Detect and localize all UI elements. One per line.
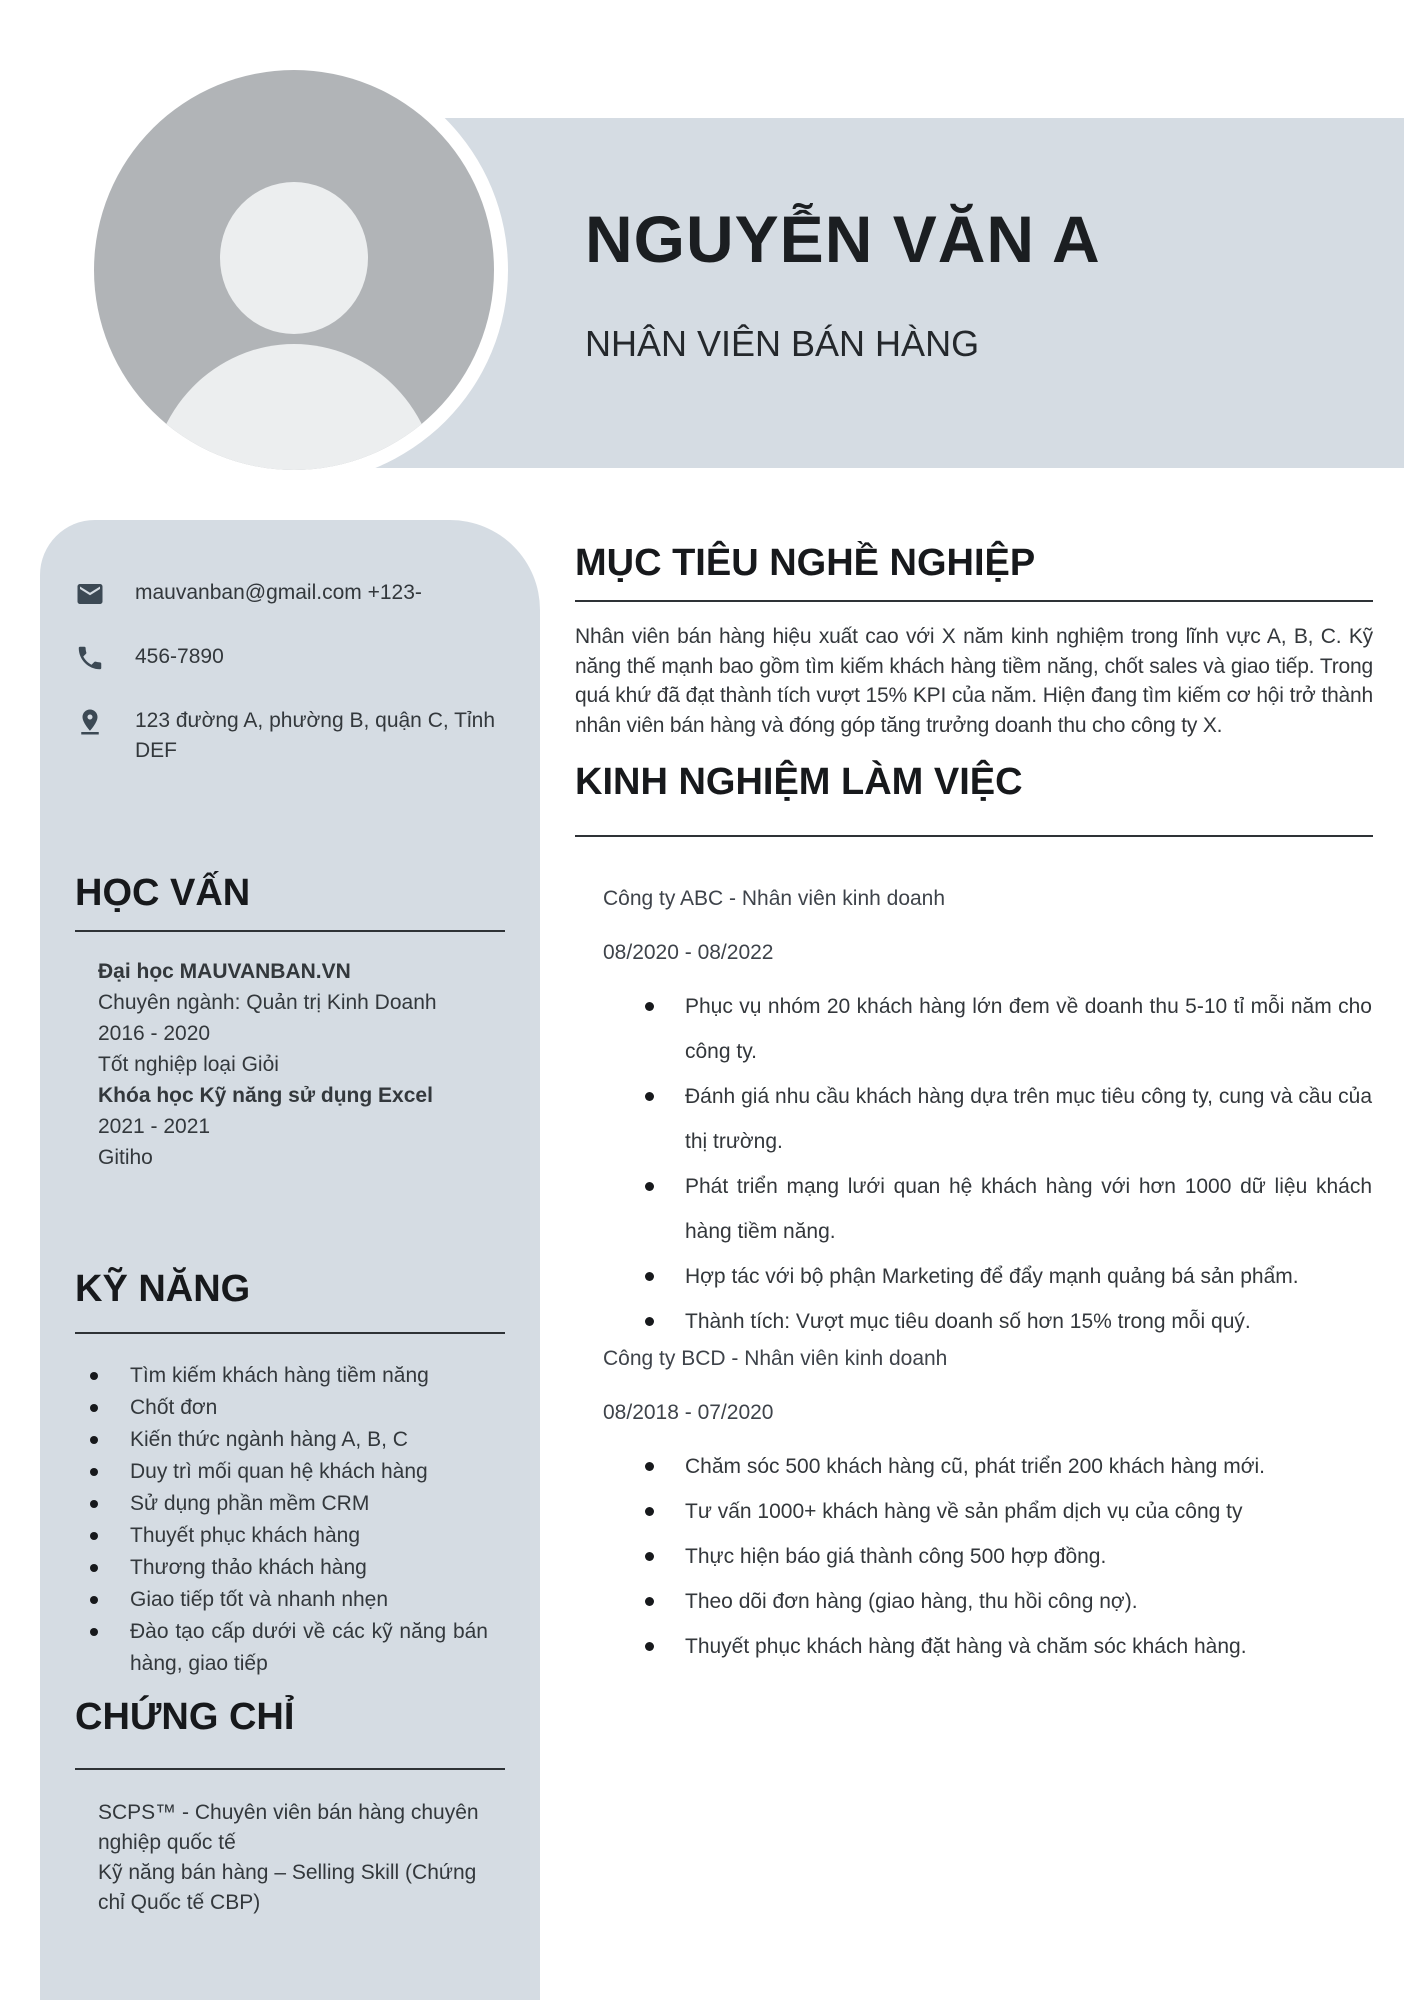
- bullet-dot: [645, 1092, 654, 1101]
- skill-label: Thuyết phục khách hàng: [130, 1524, 360, 1547]
- contact-address: 123 đường A, phường B, quận C, Tỉnh DEF: [135, 709, 496, 762]
- bullet-text: Thành tích: Vượt mục tiêu doanh số hơn 15% trong mỗi quý.: [685, 1310, 1251, 1333]
- list-item: [90, 1616, 520, 1680]
- envelope-icon: [75, 579, 105, 609]
- bullet-dot: [645, 1317, 654, 1326]
- education-line: Tốt nghiệp loại Giỏi: [98, 1053, 279, 1076]
- bullet-text: Chăm sóc 500 khách hàng cũ, phát triển 200 khách hàng mới.: [685, 1455, 1265, 1478]
- contact-phone: 456-7890: [135, 645, 224, 668]
- bullet-dot: [645, 1597, 654, 1606]
- list-item: [90, 1520, 520, 1552]
- person-name: NGUYỄN VĂN A: [585, 202, 1101, 276]
- bullet-text: Thuyết phục khách hàng đặt hàng và chăm sóc khách hàng.: [685, 1635, 1247, 1658]
- bullet-dot: [645, 1002, 654, 1011]
- job-title: NHÂN VIÊN BÁN HÀNG: [585, 323, 980, 364]
- skills-list: [90, 1360, 520, 1680]
- bullet-dot: [90, 1404, 98, 1412]
- education-line: Khóa học Kỹ năng sử dụng Excel: [98, 1084, 433, 1107]
- bullet-dot: [90, 1468, 98, 1476]
- bullet-text: Phục vụ nhóm 20 khách hàng lớn đem về doanh thu 5-10 tỉ mỗi năm cho công ty.: [685, 995, 1372, 1063]
- bullet-text: Theo dõi đơn hàng (giao hàng, thu hồi công nợ).: [685, 1590, 1138, 1613]
- education-line: 2021 - 2021: [98, 1115, 211, 1138]
- certificate-item: SCPS™ - Chuyên viên bán hàng chuyên nghiệp quốc tế: [98, 1801, 479, 1854]
- skill-label: Tìm kiếm khách hàng tiềm năng: [130, 1364, 429, 1387]
- section-divider: [575, 600, 1373, 602]
- bullet-dot: [90, 1500, 98, 1508]
- sidebar: [40, 520, 540, 2000]
- skill-label: Sử dụng phần mềm CRM: [130, 1492, 370, 1515]
- list-item: [90, 1392, 520, 1424]
- education-line: Đại học MAUVANBAN.VN: [98, 960, 351, 983]
- list-item: [575, 1444, 1373, 1489]
- bullet-dot: [645, 1182, 654, 1191]
- job-title: Công ty ABC - Nhân viên kinh doanh: [603, 887, 946, 910]
- list-item: [575, 1299, 1373, 1344]
- list-item: [575, 1164, 1373, 1254]
- map-pin-icon: [75, 707, 105, 737]
- certificates-list: [98, 1798, 506, 1918]
- phone-icon: [75, 643, 105, 673]
- list-item: [575, 1254, 1373, 1299]
- list-item: [575, 1489, 1373, 1534]
- section-heading-skills: KỸ NĂNG: [75, 1268, 251, 1310]
- section-divider: [75, 930, 505, 932]
- skill-label: Đào tạo cấp dưới về các kỹ năng bán hàng, giao tiếp: [130, 1620, 488, 1675]
- person-silhouette-shoulders: [150, 344, 438, 470]
- list-item: [90, 1488, 520, 1520]
- objective-paragraph: Nhân viên bán hàng hiệu xuất cao với X năm kinh nghiệm trong lĩnh vực A, B, C. Kỹ năng thế mạnh bao gồm tìm kiếm khách hàng tiềm năng, chốt sales và giao tiếp. Trong quá khứ đã đạt thành tích vượt 15% KPI của năm. Hiện đang tìm kiếm cơ hội trở thành nhân viên bán hàng và đóng góp tăng trưởng doanh thu cho công ty X.: [575, 625, 1373, 737]
- skill-label: Kiến thức ngành hàng A, B, C: [130, 1428, 408, 1451]
- contact-email: mauvanban@gmail.com +123-: [135, 581, 422, 604]
- job-dates: 08/2020 - 08/2022: [603, 941, 774, 964]
- list-item: [575, 1624, 1373, 1669]
- bullet-dot: [645, 1642, 654, 1651]
- contact-row-address: [75, 706, 525, 766]
- bullet-text: Tư vấn 1000+ khách hàng về sản phẩm dịch vụ của công ty: [685, 1500, 1243, 1523]
- skill-label: Thương thảo khách hàng: [130, 1556, 367, 1579]
- certificate-item: Kỹ năng bán hàng – Selling Skill (Chứng chỉ Quốc tế CBP): [98, 1861, 477, 1914]
- job-title: Công ty BCD - Nhân viên kinh doanh: [603, 1347, 948, 1370]
- bullet-text: Thực hiện báo giá thành công 500 hợp đồng.: [685, 1545, 1107, 1568]
- list-item: [575, 1074, 1373, 1164]
- bullet-dot: [645, 1552, 654, 1561]
- bullet-dot: [90, 1372, 98, 1380]
- skill-label: Chốt đơn: [130, 1396, 218, 1419]
- bullet-dot: [90, 1564, 98, 1572]
- education-line: 2016 - 2020: [98, 1022, 211, 1045]
- bullet-dot: [645, 1462, 654, 1471]
- list-item: [90, 1360, 520, 1392]
- list-item: [90, 1456, 520, 1488]
- section-heading-certificates: CHỨNG CHỈ: [75, 1696, 295, 1738]
- person-silhouette-icon: [220, 182, 368, 334]
- bullet-text: Phát triển mạng lưới quan hệ khách hàng với hơn 1000 dữ liệu khách hàng tiềm năng.: [685, 1175, 1372, 1243]
- section-heading-objective: MỤC TIÊU NGHỀ NGHIỆP: [575, 542, 1036, 584]
- list-item: [575, 1579, 1373, 1624]
- list-item: [575, 984, 1373, 1074]
- education-line: Gitiho: [98, 1146, 153, 1169]
- section-divider: [575, 835, 1373, 837]
- avatar: [94, 70, 494, 470]
- section-divider: [75, 1332, 505, 1334]
- education-line: Chuyên ngành: Quản trị Kinh Doanh: [98, 991, 437, 1014]
- bullet-dot: [90, 1532, 98, 1540]
- education-list: [98, 956, 518, 1173]
- list-item: [90, 1552, 520, 1584]
- list-item: [90, 1584, 520, 1616]
- list-item: [575, 1534, 1373, 1579]
- bullet-text: Hợp tác với bộ phận Marketing để đẩy mạnh quảng bá sản phẩm.: [685, 1265, 1299, 1288]
- bullet-dot: [645, 1272, 654, 1281]
- bullet-dot: [645, 1507, 654, 1516]
- contact-row-email: [75, 578, 525, 609]
- contact-block: [75, 578, 525, 766]
- section-divider: [75, 1768, 505, 1770]
- job-entry: [575, 886, 1373, 1344]
- section-heading-education: HỌC VẤN: [75, 872, 251, 914]
- list-item: [90, 1424, 520, 1456]
- section-heading-experience: KINH NGHIỆM LÀM VIỆC: [575, 761, 1023, 803]
- job-dates: 08/2018 - 07/2020: [603, 1401, 774, 1424]
- skill-label: Giao tiếp tốt và nhanh nhẹn: [130, 1588, 389, 1611]
- contact-row-phone: [75, 642, 525, 673]
- job-bullet-list: [575, 984, 1373, 1344]
- bullet-text: Đánh giá nhu cầu khách hàng dựa trên mục tiêu công ty, cung và cầu của thị trường.: [685, 1085, 1372, 1153]
- bullet-dot: [90, 1628, 98, 1636]
- bullet-dot: [90, 1436, 98, 1444]
- experience-block: [575, 886, 1373, 1669]
- job-entry: [575, 1346, 1373, 1669]
- job-bullet-list: [575, 1444, 1373, 1669]
- skill-label: Duy trì mối quan hệ khách hàng: [130, 1460, 428, 1483]
- bullet-dot: [90, 1596, 98, 1604]
